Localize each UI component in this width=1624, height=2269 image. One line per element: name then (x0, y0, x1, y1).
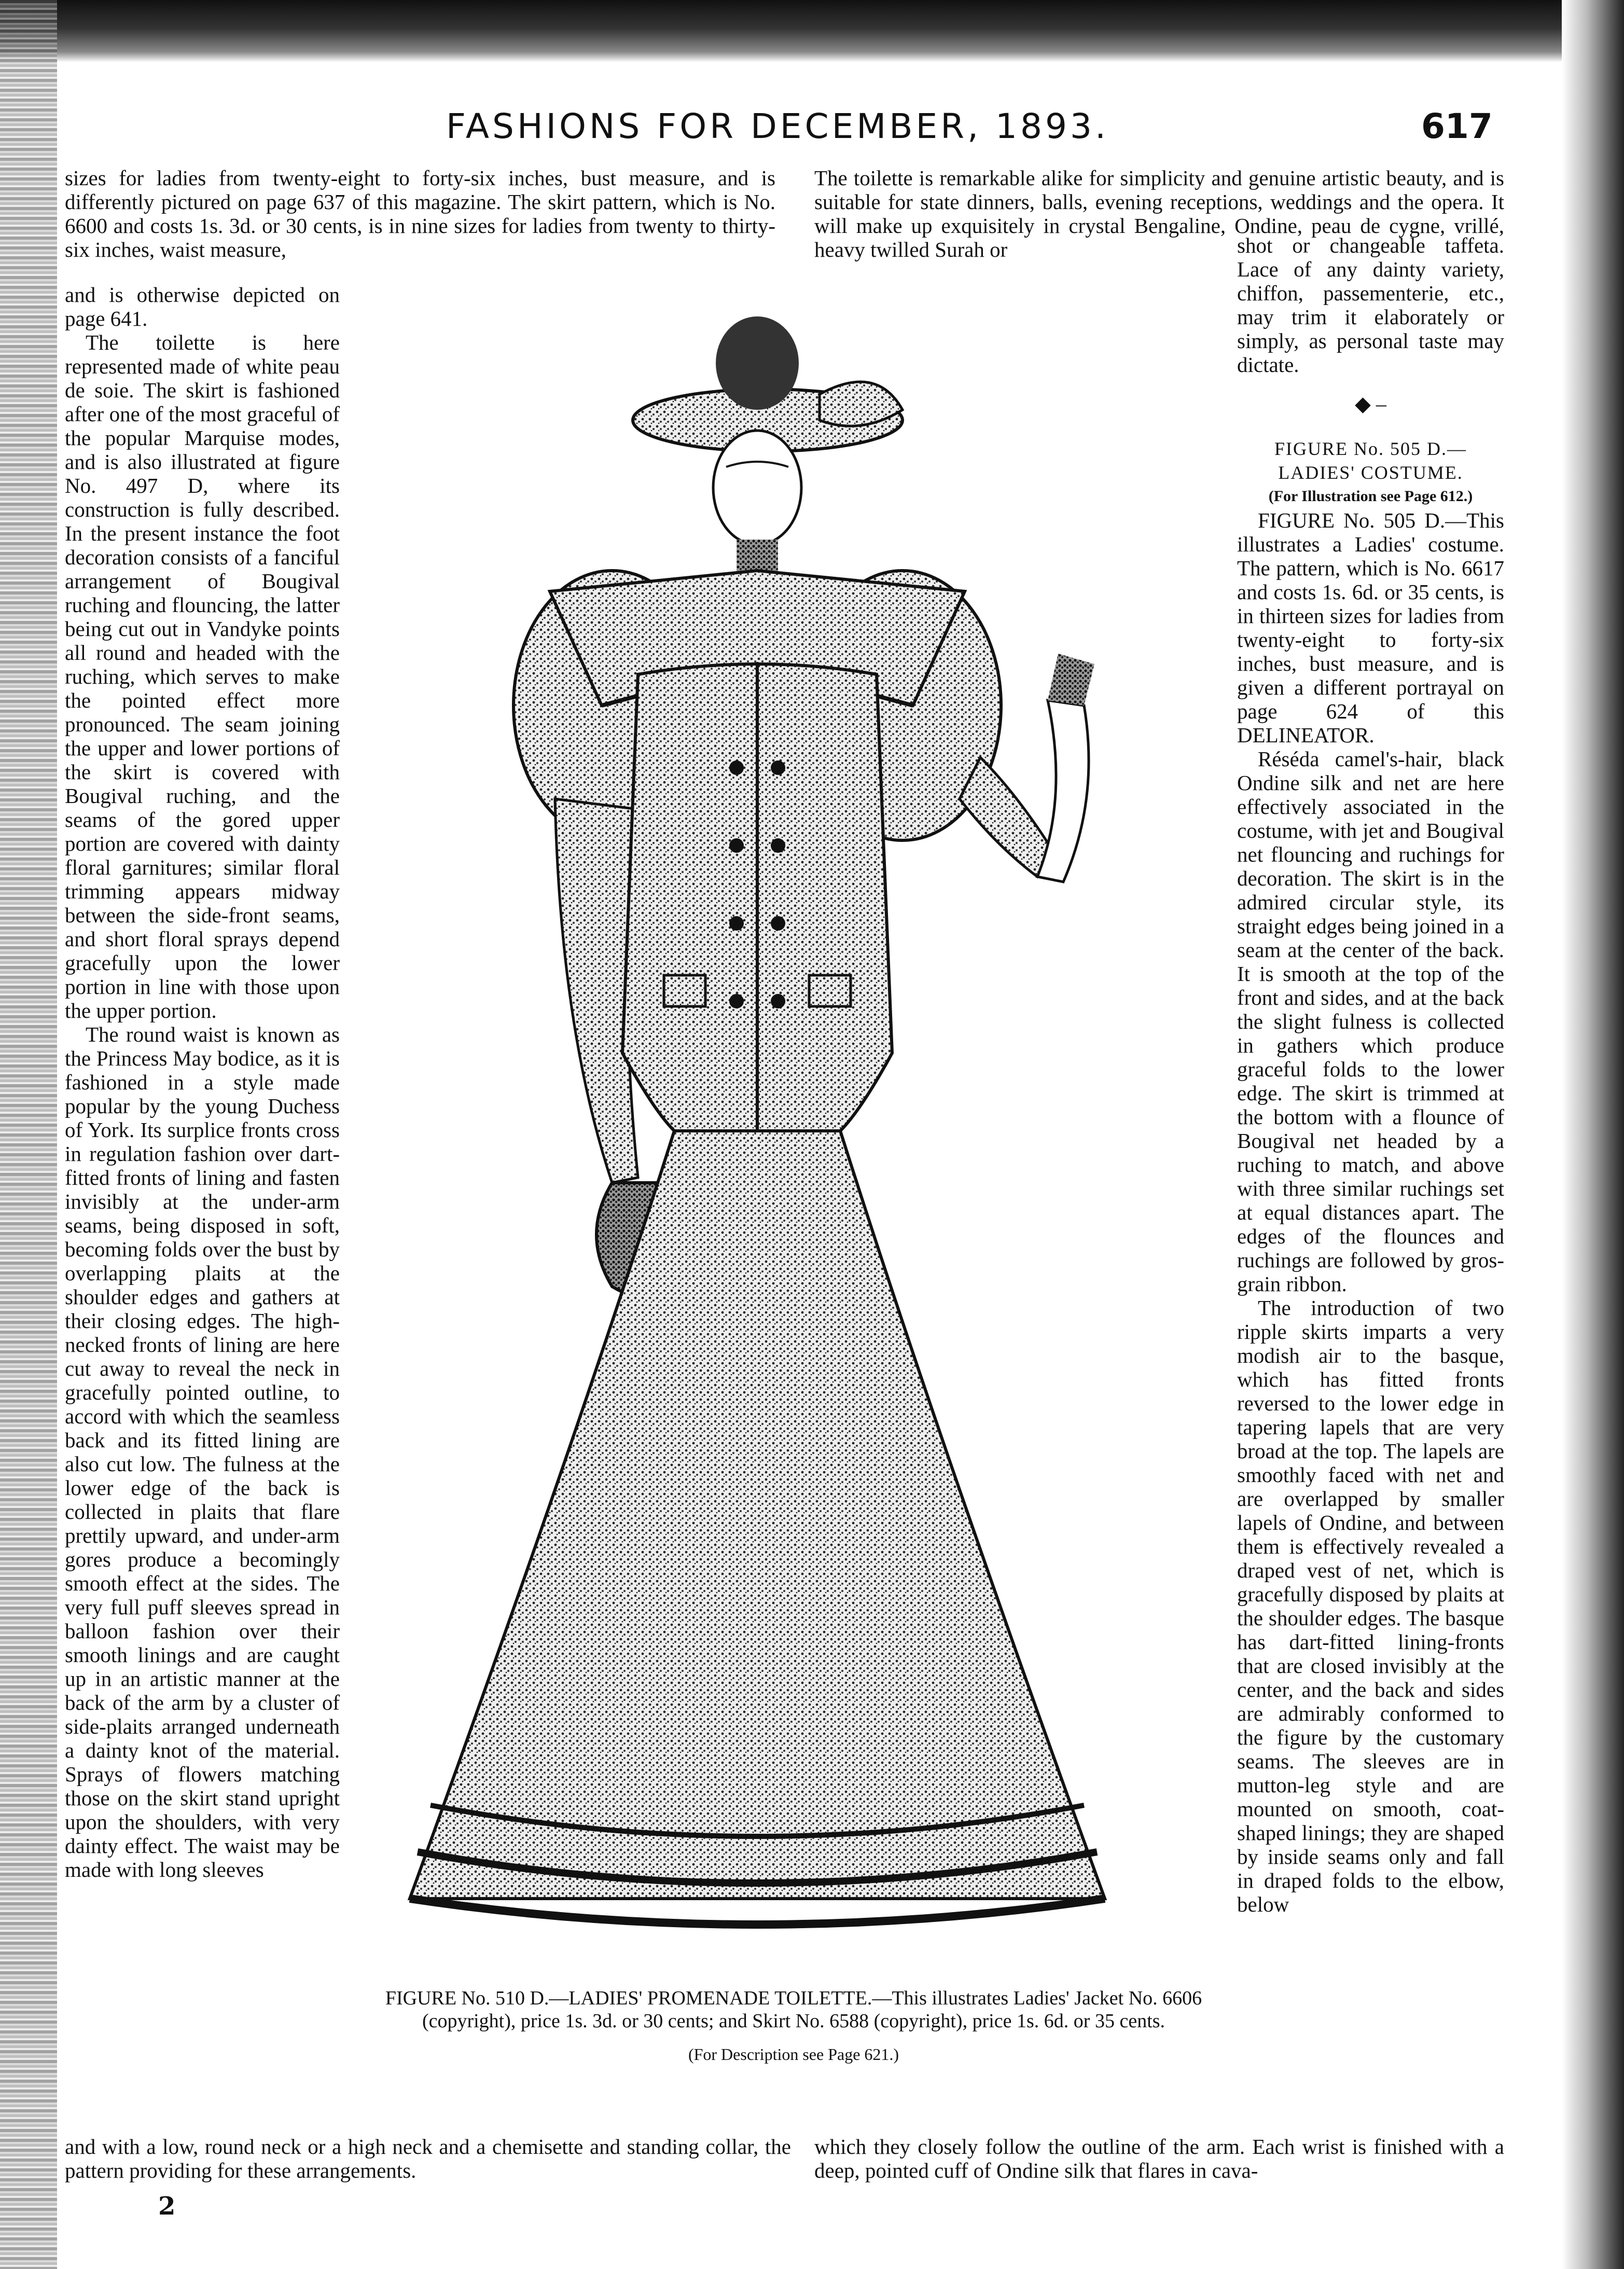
scan-left-edge (0, 0, 57, 2269)
caption-note: (For Description see Page 621.) (688, 2045, 899, 2064)
top-right-text: The toilette is remarkable alike for simplicity and genuine artistic beauty, and is suitable for state dinners, balls, evening receptions, weddings and the opera. It will make up exquisitely in crystal Bengaline, Ondine, peau de cygne, vrillé, heavy twilled Surah or (814, 166, 1504, 261)
right-paragraph-1: FIGURE No. 505 D.—This illustrates a Ladies' costume. The pattern, which is No. 6617 and costs 1s. 6d. or 35 cents, is in thirteen sizes for ladies from twenty-eight to forty-six inches, bust measure, and is given a different portrayal on page 624 of this DELINEATOR. (1237, 508, 1504, 747)
head-icon (713, 431, 801, 576)
running-head: FASHIONS FOR DECEMBER, 1893. (446, 106, 1109, 146)
ornament-divider: ◆ ‒ (1355, 392, 1386, 416)
scan-right-edge (1562, 0, 1624, 2269)
left-paragraph-3: The round waist is known as the Princess May bodice, as it is fashioned in a style made popular by the young Duchess of York. Its surplice fronts cross in regulation fashion over dart-fitted fronts of lining and fasten invisibly at the under-arm seams, being disposed in soft, becoming folds over the bust by overlapping plaits at the shoulder edges and gathers at their closing edges. The high-necked fronts of lining are here cut away to reveal the neck in gracefully pointed outline, to accord with which the seamless back and its fitted lining are also cut low. The fulness at the lower edge of the back is collected in plaits that flare prettily upward, and under-arm gores produce a becomingly smooth effect at the sides. The very full puff sleeves spread in balloon fashion over their smooth linings and are caught up in an artistic manner at the back of the arm by a cluster of side-plaits arranged underneath a dainty knot of the material. Sprays of flowers matching those on the skirt stand upright upon the shoulders, with very dainty effect. The waist may be made with long sleeves (65, 1022, 340, 1881)
fashion-illustration (394, 301, 1203, 1961)
right-paragraph-3: The introduction of two ripple skirts imparts a very modish air to the basque, which has fitted fronts reversed to the lower edge in tapering lapels that are very broad at the top. The lapels are smoothly faced with net and are overlapped by smaller lapels of Ondine, and between them is effectively revealed a draped vest of net, which is gracefully disposed by plaits at the shoulder edges. The basque has dart-fitted lining-fronts that are closed invisibly at the center, and the back and sides are admirably conformed to the figure by the customary seams. The sleeves are in mutton-leg style and are mounted on smooth, coat-shaped linings; they are shaped by inside seams only and fall in draped folds to the elbow, below (1237, 1296, 1504, 1916)
top-left-text: sizes for ladies from twenty-eight to forty-six inches, bust measure, and is differently pictured on page 637 of this magazine. The skirt pattern, which is No. 6600 and costs 1s. 3d. or 30 cents, is in nine sizes for ladies from twenty to thirty-six inches, waist measure, (65, 166, 775, 261)
page-number: 617 (1421, 106, 1493, 146)
page-marker: 2 (158, 2192, 176, 2221)
figure-caption (384, 1987, 1203, 2066)
bottom-right-text: which they closely follow the outline of the arm. Each wrist is finished with a deep, pointed cuff of Ondine silk that flares in cava- (814, 2135, 1504, 2182)
jacket-icon (622, 664, 892, 1131)
right-paragraph-2: Réséda camel's-hair, black Ondine silk and net are here effectively associated in the costume, with jet and Bougival net flouncing and ruchings for decoration. The skirt is in the admired circular style, its straight edges being joined in a seam at the center of the back. It is smooth at the top of the front and sides, and at the back the slight fulness is collected in gathers which produce graceful folds to the lower edge. The skirt is trimmed at the bottom with a flounce of Bougival net headed by a ruching to match, and above with three similar ruchings set at equal distances apart. The edges of the flounces and ruchings are followed by gros-grain ribbon. (1237, 747, 1504, 1296)
figure-heading: FIGURE No. 505 D.—LADIES' COSTUME. (1274, 438, 1467, 483)
right-intro: shot or changeable taffeta. Lace of any dainty variety, chiffon, passementerie, etc., may trim it elaborately or simply, as personal taste may dictate. (1237, 233, 1504, 377)
scan-top-edge (0, 0, 1624, 62)
left-paragraph-1: and is otherwise depicted on page 641. (65, 283, 340, 330)
caption-text: FIGURE No. 510 D.—LADIES' PROMENADE TOILETTE.—This illustrates Ladies' Jacket No. 6606 (copyright), price 1s. 3d. or 30 cents; and Skirt No. 6588 (copyright), price 1s. 6d. or 35 cents. (385, 1987, 1202, 2032)
left-column (65, 283, 340, 1881)
right-column (1237, 233, 1504, 1916)
gloved-hand-icon (1037, 654, 1094, 882)
figure-note: (For Illustration see Page 612.) (1268, 488, 1473, 505)
left-paragraph-2: The toilette is here represented made of white peau de soie. The skirt is fashioned after one of the most graceful of the popular Marquise modes, and is also illustrated at figure No. 497 D, where its construction is fully described. In the present instance the foot decoration consists of a fanciful arrangement of Bougival ruching and flouncing, the latter being cut out in Vandyke points all round and headed with the ruching, which serves to make the pointed effect more pronounced. The seam joining the upper and lower portions of the skirt is covered with Bougival ruching, and the seams of the gored upper portion are covered with dainty floral garnitures; similar floral trimming appears midway between the side-front seams, and short floral sprays depend gracefully upon the lower portion in line with those upon the upper portion. (65, 330, 340, 1022)
skirt-icon (410, 1131, 1105, 1925)
bottom-left-text: and with a low, round neck or a high neck and a chemisette and standing collar, the pattern providing for these arrangements. (65, 2135, 791, 2182)
